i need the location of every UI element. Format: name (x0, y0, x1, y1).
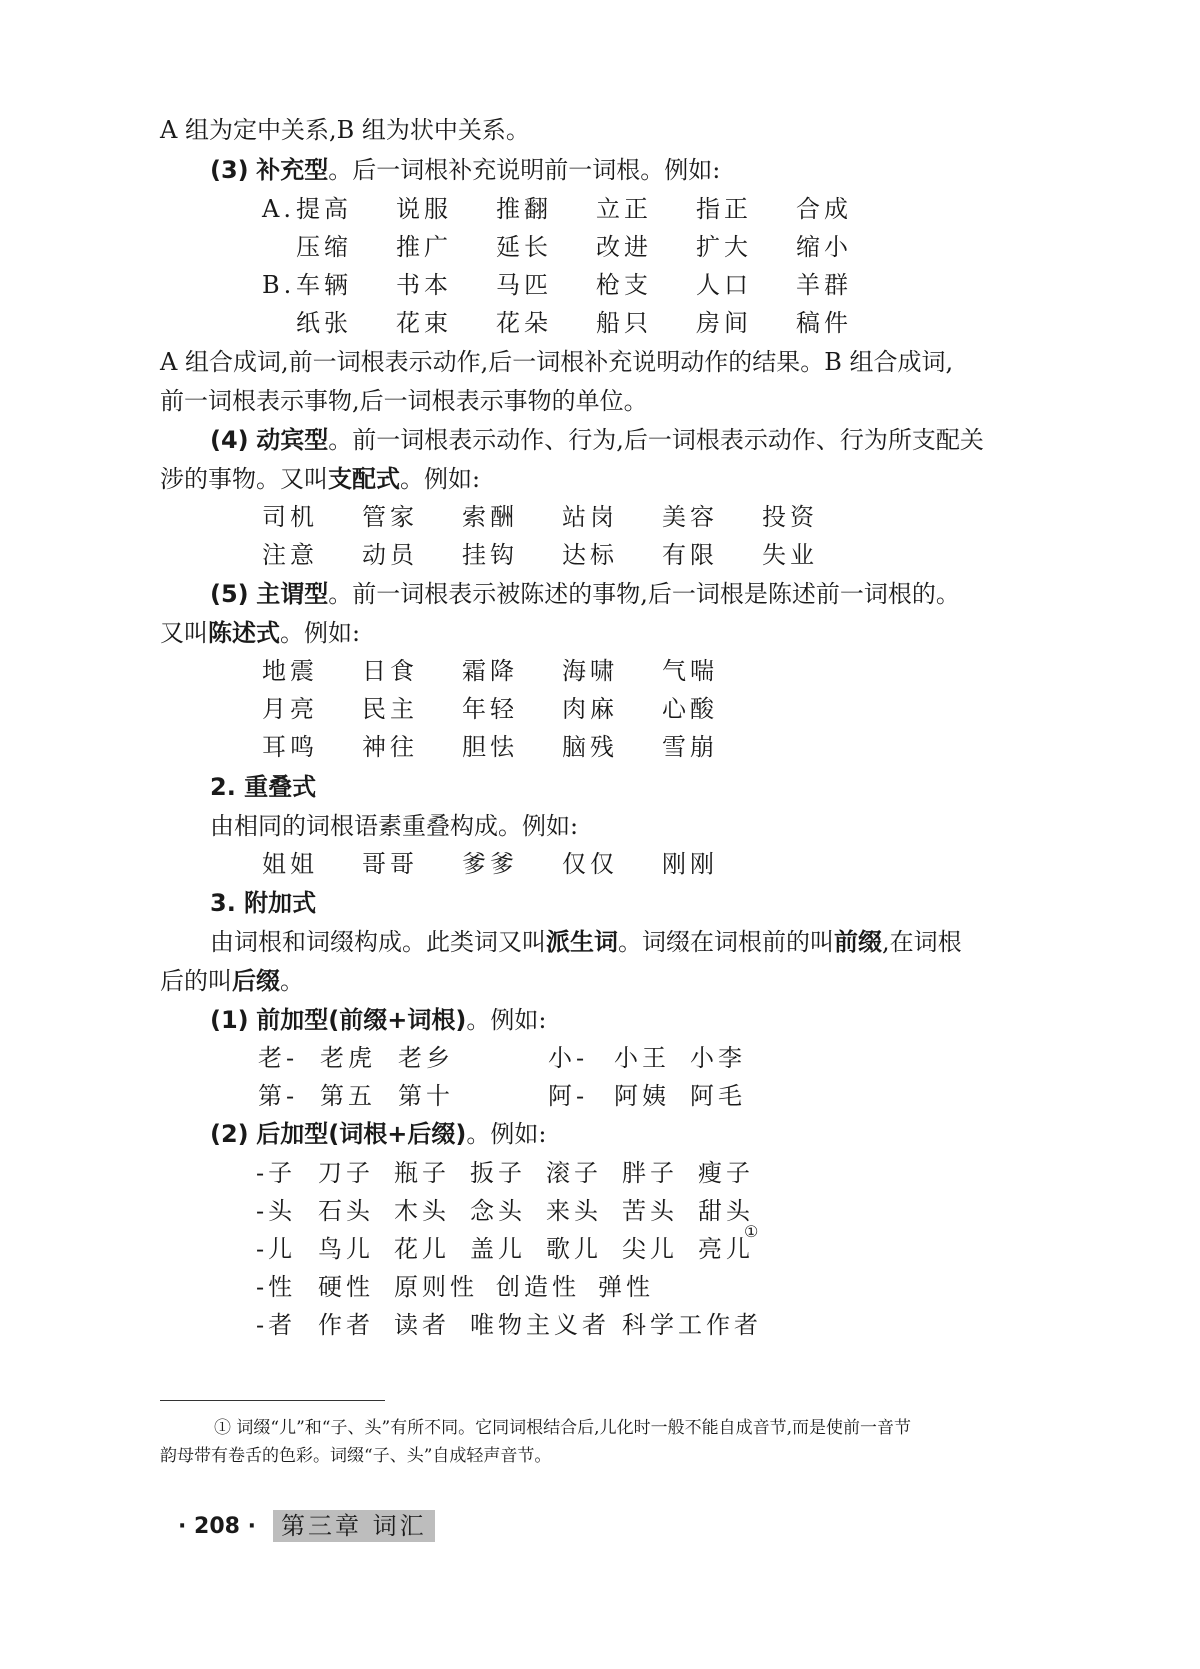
example-word: 胆怯 (462, 733, 518, 761)
example-word: 扳子 (470, 1159, 526, 1187)
section-verb-object-line2 (160, 463, 480, 495)
section-title: 后加型(词根+后缀) (256, 1120, 467, 1148)
example-word: 羊群 (796, 271, 852, 299)
example-word: 地震 (262, 657, 318, 685)
term-bold: 陈述式 (208, 619, 280, 647)
example-word: 挂钩 (462, 541, 518, 569)
section-prefix-heading (210, 1004, 546, 1036)
example-word: 小- (548, 1044, 589, 1072)
section-title: 补充型 (256, 156, 329, 184)
example-word: 硬性 (318, 1273, 374, 1301)
example-word: 亮儿 (698, 1235, 754, 1263)
example-word: -儿 (256, 1235, 297, 1263)
example-word: -头 (256, 1197, 297, 1225)
example-word: 美容 (662, 503, 718, 531)
example-word: 年轻 (462, 695, 518, 723)
example-word: 书本 (396, 271, 452, 299)
section-number: (2) (210, 1120, 249, 1148)
example-word: B. (262, 271, 296, 299)
example-word: 苦头 (622, 1197, 678, 1225)
example-word: 耳鸣 (262, 733, 318, 761)
paragraph-groups-ab: A 组为定中关系,B 组为状中关系。 (160, 116, 530, 144)
example-word: 指正 (696, 195, 752, 223)
example-word: 瓶子 (394, 1159, 450, 1187)
example-word: 姐姐 (262, 850, 318, 878)
example-word: 阿- (548, 1082, 589, 1110)
example-word: 房间 (696, 309, 752, 337)
example-word: 车辆 (296, 271, 352, 299)
section-description: 。例如: (466, 1006, 547, 1034)
example-word: 推翻 (496, 195, 552, 223)
term-bold: 派生词 (546, 928, 618, 956)
section-description: 。前一词根表示被陈述的事物,后一词根是陈述前一词根的。 (328, 580, 960, 608)
example-word: -者 (256, 1311, 297, 1339)
example-word: 索酬 (462, 503, 518, 531)
text: 由词根和词缀构成。此类词又叫 (210, 928, 546, 956)
example-word: 来头 (546, 1197, 602, 1225)
heading-affixation: 3. 附加式 (210, 889, 317, 917)
example-word: 作者 (318, 1311, 374, 1339)
text: ,在词根 (882, 928, 962, 956)
example-word: 司机 (262, 503, 318, 531)
example-word: 花朵 (496, 309, 552, 337)
example-word: 创造性 (496, 1273, 580, 1301)
example-word: 说服 (396, 195, 452, 223)
example-word: 合成 (796, 195, 852, 223)
section-number: (5) (210, 580, 249, 608)
example-word: 花儿 (394, 1235, 450, 1263)
text: 。 (280, 967, 304, 995)
section-subject-predicate-line2 (160, 617, 360, 649)
example-word: 仅仅 (562, 850, 618, 878)
text: 后的叫 (160, 967, 232, 995)
footnote-line-1: ① 词缀“儿”和“子、头”有所不同。它同词根结合后,儿化时一般不能自成音节,而是使前一音节 (214, 1418, 911, 1438)
reduplication-description: 由相同的词根语素重叠构成。例如: (210, 812, 579, 840)
example-word: 第十 (398, 1082, 454, 1110)
example-word: 鸟儿 (318, 1235, 374, 1263)
example-word: 日食 (362, 657, 418, 685)
section-description: 。前一词根表示动作、行为,后一词根表示动作、行为所支配关 (328, 426, 984, 454)
section-verb-object-heading (210, 424, 984, 456)
text: 。例如: (400, 465, 481, 493)
heading-reduplication: 2. 重叠式 (210, 773, 317, 801)
term-bold: 支配式 (328, 465, 400, 493)
example-word: 注意 (262, 541, 318, 569)
example-word: 管家 (362, 503, 418, 531)
example-word: 立正 (596, 195, 652, 223)
example-word: 小李 (690, 1044, 746, 1072)
example-word: 气喘 (662, 657, 718, 685)
example-word: 滚子 (546, 1159, 602, 1187)
example-word: 第五 (320, 1082, 376, 1110)
text: 。例如: (280, 619, 361, 647)
document-page: A 组为定中关系,B 组为状中关系。 (3) 补充型。后一词根补充说明前一词根。例如: A. 提高 说服 推翻 立正 指正 合成 压缩 推广 延长 改进 扩大 缩小 B. 车辆 书本 马匹 枪支 人口 羊群 纸张 花束 花朵 船只 房间 稿件 A 组合成词,前一词根表示动作,后一词根补充说明动作的结果。B 组合成词, 前一词根表示事物,后一词根表示事物的单位。 (4) 动宾型。前一词根表示动作、行为,后一词根表示动作、行为所支配关 涉的事物。又叫支配式。例如: 司机 管家 索酬 站岗 美容 投资 注意 动员 挂钩 达标 有限 失业 (5) 主谓型。前一词根表示被陈述的事物,后一词根是陈述前一词根的。 又叫陈述式。例如: 地震 日食 霜降 海啸 气喘 月亮 民主 年轻 肉麻 心酸 耳鸣 神往 胆怯 脑残 雪崩 2. 重叠式 由相同的词根语素重叠构成。例如: 姐姐 哥哥 爹爹 仅仅 刚刚 3. 附加式 由词根和词缀构成。此类词又叫派生词。词缀在词根前的叫前缀,在词根 后的叫后缀。 (1) 前加型(前缀+词根)。例如: 老- 老虎 老乡 小- 小王 小李 第- 第五 第十 阿- 阿姨 阿毛 (2) 后加型(词根+后缀)。例如: -子 刀子 瓶子 扳子 滚子 胖子 瘦子 -头 石头 木头 念头 来头 苦头 甜头 -儿 鸟儿 花儿 盖儿 歌儿 尖儿 亮儿 ① -性 硬性 原则性 创造性 弹性 -者 作者 读者 唯物主义者 科学工作者 ① 词缀“儿”和“子、头”有所不同。它同词根结合后,儿化时一般不能自成音节,而是使前一音节 韵母带有卷舌的色彩。词缀“子、头”自成轻声音节。 · 208 · 第三章 词汇 (0, 0, 1200, 1669)
example-word: 第- (258, 1082, 299, 1110)
example-word: A. (262, 195, 295, 223)
example-word: 歌儿 (546, 1235, 602, 1263)
example-word: 老虎 (320, 1044, 376, 1072)
chapter-label: 第三章 词汇 (273, 1510, 435, 1542)
example-word: -子 (256, 1159, 297, 1187)
example-word: 胖子 (622, 1159, 678, 1187)
example-word: 刚刚 (662, 850, 718, 878)
affixation-description-2 (160, 965, 304, 997)
section-number: (4) (210, 426, 249, 454)
section-subject-predicate-heading (210, 578, 960, 610)
example-word: 读者 (394, 1311, 450, 1339)
example-word: 唯物主义者 (470, 1311, 610, 1339)
example-word: 哥哥 (362, 850, 418, 878)
paragraph-complement-note-1: A 组合成词,前一词根表示动作,后一词根补充说明动作的结果。B 组合成词, (160, 348, 954, 376)
example-word: 盖儿 (470, 1235, 526, 1263)
section-complement-heading (210, 154, 720, 186)
example-word: 脑残 (562, 733, 618, 761)
example-word: 海啸 (562, 657, 618, 685)
example-word: 稿件 (796, 309, 852, 337)
example-word: 老乡 (398, 1044, 454, 1072)
example-word: 木头 (394, 1197, 450, 1225)
example-word: 压缩 (296, 233, 352, 261)
example-word: 改进 (596, 233, 652, 261)
section-number: (3) (210, 156, 249, 184)
page-number: · 208 · (178, 1514, 256, 1539)
footnote-divider (160, 1400, 385, 1401)
example-word: 尖儿 (622, 1235, 678, 1263)
example-word: 爹爹 (462, 850, 518, 878)
section-title: 前加型(前缀+词根) (256, 1006, 467, 1034)
example-word: 马匹 (496, 271, 552, 299)
section-description: 。例如: (466, 1120, 547, 1148)
section-description: 。后一词根补充说明前一词根。例如: (328, 156, 721, 184)
text: 。词缀在词根前的叫 (618, 928, 834, 956)
example-word: 念头 (470, 1197, 526, 1225)
example-word: 阿姨 (614, 1082, 670, 1110)
example-word: 投资 (762, 503, 818, 531)
example-word: 花束 (396, 309, 452, 337)
example-word: 动员 (362, 541, 418, 569)
example-word: 石头 (318, 1197, 374, 1225)
example-word: -性 (256, 1273, 297, 1301)
term-bold: 后缀 (232, 967, 280, 995)
text: 涉的事物。又叫 (160, 465, 328, 493)
example-word: 人口 (696, 271, 752, 299)
example-word: 有限 (662, 541, 718, 569)
example-word: 阿毛 (690, 1082, 746, 1110)
paragraph-complement-note-2: 前一词根表示事物,后一词根表示事物的单位。 (160, 387, 648, 415)
example-word: 心酸 (662, 695, 718, 723)
example-word: 弹性 (598, 1273, 654, 1301)
example-word: 原则性 (394, 1273, 478, 1301)
example-word: 科学工作者 (622, 1311, 762, 1339)
example-word: 雪崩 (662, 733, 718, 761)
example-word: 老- (258, 1044, 299, 1072)
example-word: 民主 (362, 695, 418, 723)
example-word: 站岗 (562, 503, 618, 531)
example-word: 提高 (296, 195, 352, 223)
example-word: 延长 (496, 233, 552, 261)
example-word: 推广 (396, 233, 452, 261)
example-word: 霜降 (462, 657, 518, 685)
example-word: 甜头 (698, 1197, 754, 1225)
example-word: 船只 (596, 309, 652, 337)
example-word: 肉麻 (562, 695, 618, 723)
term-bold: 前缀 (834, 928, 882, 956)
example-word: 月亮 (262, 695, 318, 723)
example-word: 达标 (562, 541, 618, 569)
example-word: 小王 (614, 1044, 670, 1072)
section-number: (1) (210, 1006, 249, 1034)
section-title: 主谓型 (256, 580, 329, 608)
example-word: 神往 (362, 733, 418, 761)
footnote-line-2: 韵母带有卷舌的色彩。词缀“子、头”自成轻声音节。 (160, 1446, 552, 1466)
example-word: 缩小 (796, 233, 852, 261)
example-word: 纸张 (296, 309, 352, 337)
section-title: 动宾型 (256, 426, 329, 454)
example-word: 刀子 (318, 1159, 374, 1187)
section-suffix-heading (210, 1118, 546, 1150)
example-word: 失业 (762, 541, 818, 569)
affixation-description-1 (210, 926, 962, 958)
text: 又叫 (160, 619, 208, 647)
example-word: 枪支 (596, 271, 652, 299)
example-word: 瘦子 (698, 1159, 754, 1187)
example-word: 扩大 (696, 233, 752, 261)
